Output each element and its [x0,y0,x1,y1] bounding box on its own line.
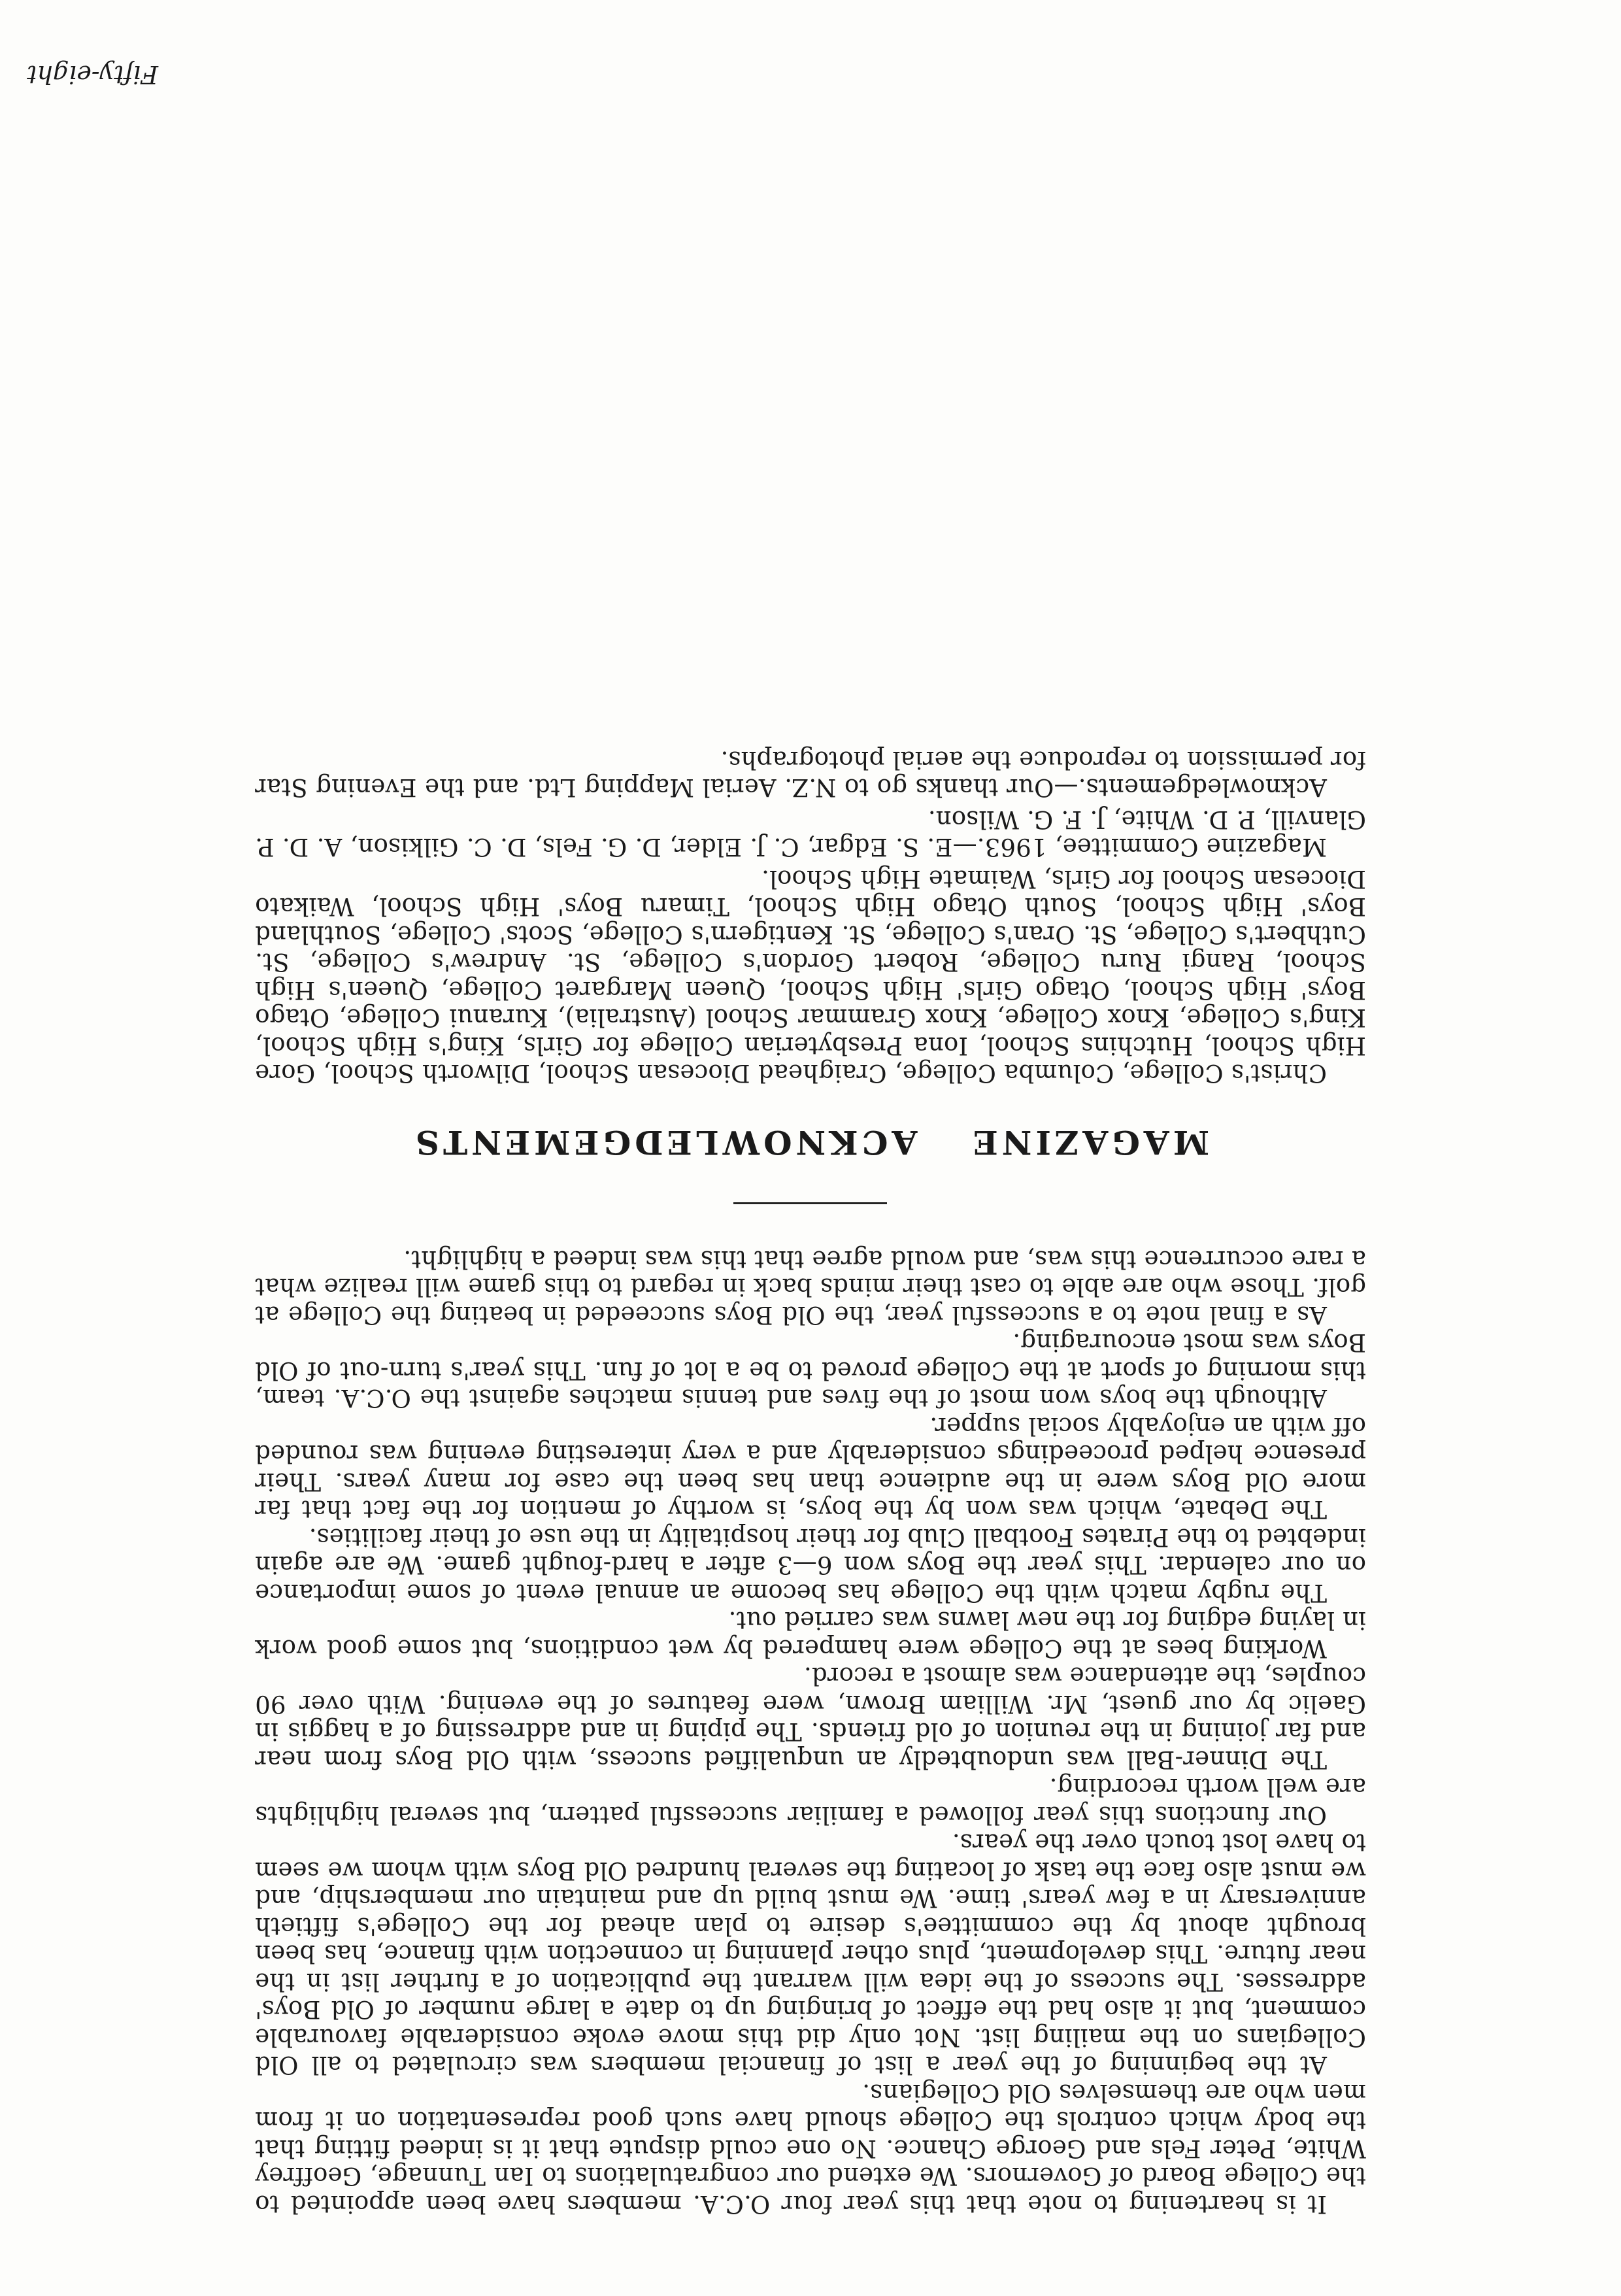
page-number: Fifty-eight [27,60,158,89]
ack-thanks-paragraph: Acknowledgements.—Our thanks go to N.Z. Aerial Mapping Ltd. and the Evening Star for permission to reproduce the aerial photographs. [255,746,1366,802]
report-paragraph-8: Although the boys won most of the fives and tennis matches against the O.C.A. team, this morning of sport at the College proved to be a lot of fun. This year's turn-out of Old Boys was most encouraging. [255,1328,1366,1413]
oca-report [255,1245,1366,2218]
ack-schools-paragraph: Christ's College, Columba College, Craighead Diocesan School, Dilworth School, Gore High School, Hutchins School, Iona Presbyterian College for Girls, King's High School, King's College, Knox College, Knox Grammar School (Australia), Kuranui College, Otago Boys' High School, Otago Girls' High School, Queen Margaret College, Queen's High School, Rangi Ruru College, Robert Gordon's College, St. Andrew's College, St. Cuthbert's College, St. Oran's College, St. Kentigern's College, Scots' College, Southland Boys' High School, South Otago High School, Timaru Boys' High School, Waikato Diocesan School for Girls, Waimate High School. [255,865,1366,1088]
report-paragraph-7: The Debate, which was won by the boys, is worthy of mention for the fact that far more Old Boys were in the audience than has been the case for many years. Their presence helped proceedings considerably and a very interesting evening was rounded off with an enjoyably social supper. [255,1412,1366,1524]
acknowledgements-section [255,746,1366,1087]
report-paragraph-5: Working bees at the College were hampered by wet conditions, but some good work in laying edging for the new lawns was carried out. [255,1606,1366,1663]
report-paragraph-4: The Dinner-Ball was undoubtedly an unqualified success, with Old Boys from near and far joining in the reunion of old friends. The piping in and addressing of a haggis in Gaelic by our guest, Mr. William Brown, were features of the evening. With over 90 couples, the attendance was almost a record. [255,1662,1366,1774]
report-paragraph-9: As a final note to a successful year, the Old Boys succeeded in beating the College at golf. Those who are able to cast their minds back in regard to this game will realize what a rare occurrence this was, and would agree that this was indeed a highlight. [255,1245,1366,1329]
page-content [255,742,1366,2218]
section-heading [255,1124,1366,1162]
heading-word-acknowledgements: ACKNOWLEDGEMENTS [411,1123,918,1162]
report-paragraph-1: It is heartening to note that this year four O.C.A. members have been appointed to the College Board of Governors. We extend our congratulations to Ian Tunnage, Geoffrey White, Peter Fels and George Chance. No one could dispute that it is indeed fitting that the body which controls the College should have such good representation on it from men who are themselves Old Collegians. [255,2079,1366,2218]
section-divider [734,1203,888,1205]
report-paragraph-2: At the beginning of the year a list of financial members was circulated to all Old Collegians on the mailing list. Not only did this move evoke considerable favourable comment, but it also had the effect of bringing up to date a large number of Old Boys' addresses. The success of the idea will warrant the publication of a further list in the near future. This development, plus other planning in connection with finance, has been brought about by the committee's desire to plan ahead for the College's fiftieth anniversary in a few years' time. We must build up and maintain our membership, and we must also face the task of locating the several hundred Old Boys with whom we seem to have lost touch over the years. [255,1829,1366,2080]
report-paragraph-6: The rugby match with the College has become an annual event of some importance on our calendar. This year the Boys won 6—3 after a hard-fought game. We are again indebted to the Pirates Football Club for their hospitality in the use of their facilities. [255,1523,1366,1607]
report-paragraph-3: Our functions this year followed a familiar successful pattern, but several highlights are well worth recording. [255,1773,1366,1829]
ack-committee-paragraph: Magazine Committee, 1963.—E. S. Edgar, C. J. Elder, D. G. Fels, D. C. Gilkison, A. D. P. Glanvill, P. D. White, J. F. G. Wilson. [255,805,1366,862]
heading-word-magazine: MAGAZINE [969,1123,1210,1162]
